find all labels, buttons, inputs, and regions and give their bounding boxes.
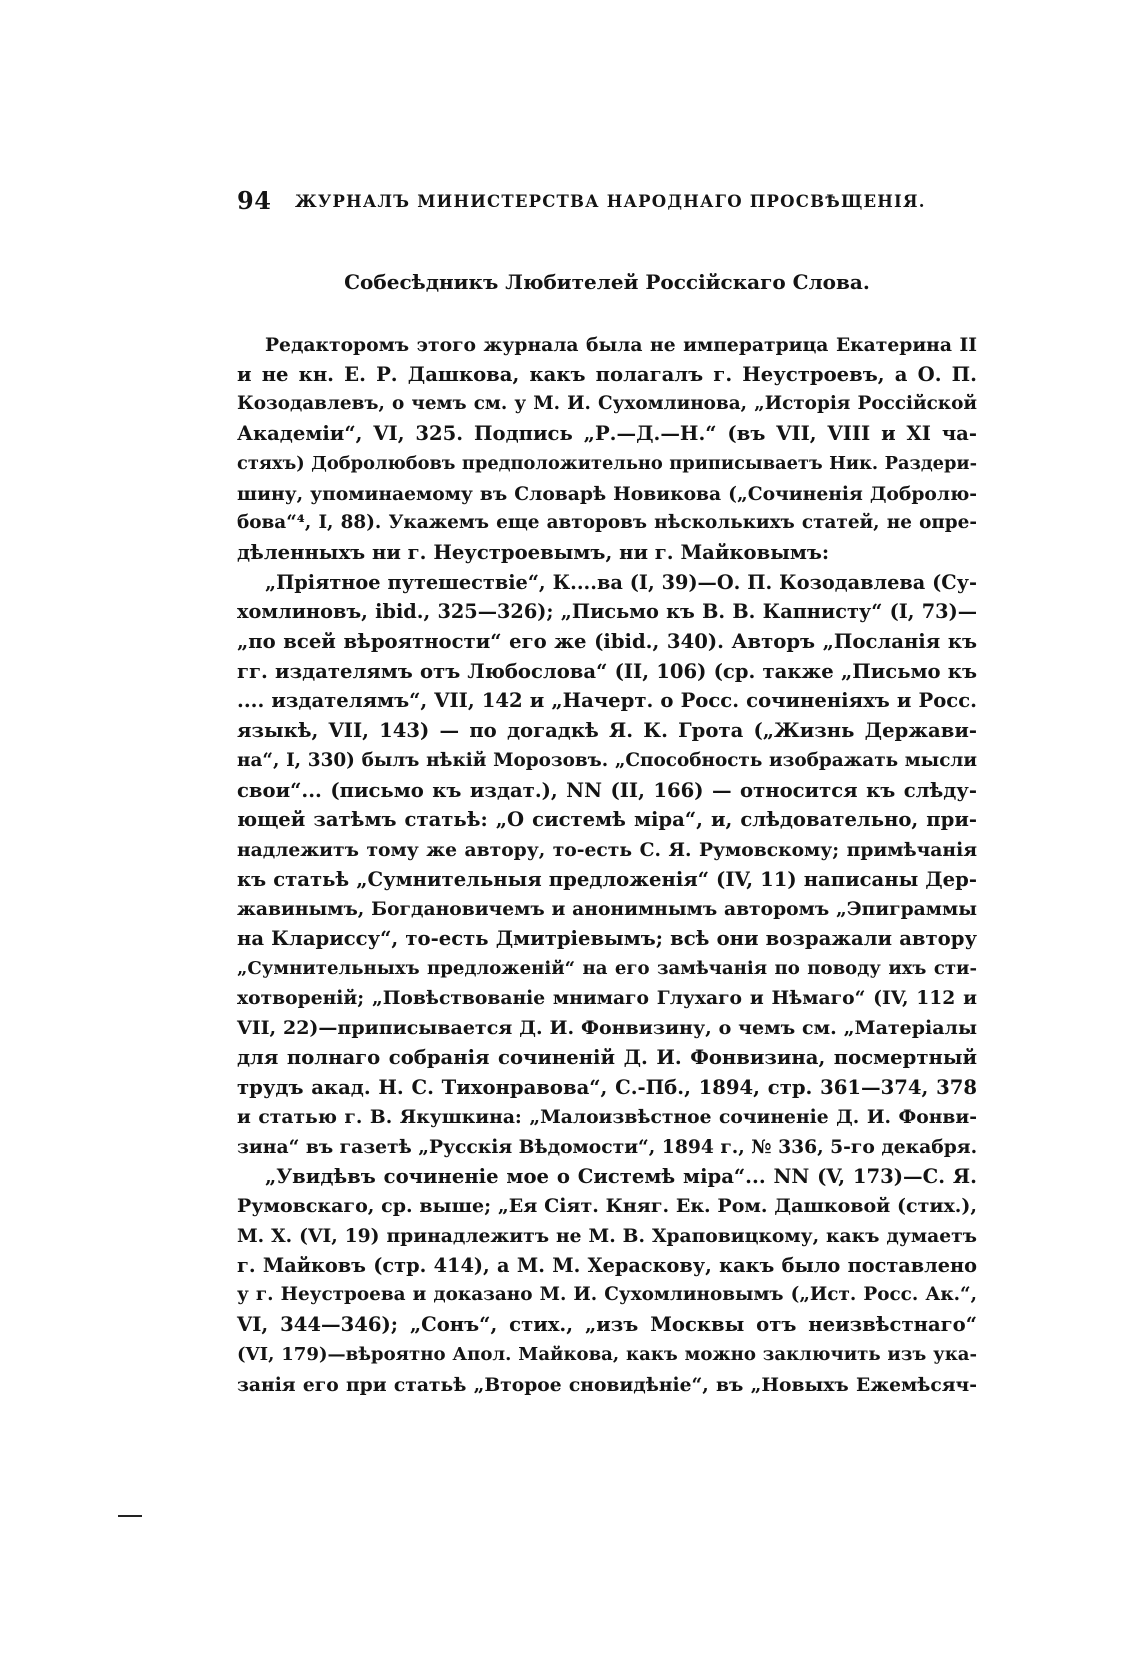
text-line: свои“... (письмо къ издат.), NN (II, 166) — относится къ слѣду- [237,778,977,802]
text-line: хотвореній; „Повѣствованіе мнимаго Глухаго и Нѣмаго“ (IV, 112 и [237,987,977,1010]
text-line: Румовскаго, ср. выше; „Ея Сіят. Княг. Ек. Ром. Дашковой (стих.), [237,1195,977,1218]
text-line: и не кн. Е. Р. Дашкова, какъ полагалъ г. Неустроевъ, а О. П. [237,362,977,386]
text-line: къ статьѣ „Сумнительныя предложенія“ (IV, 11) написаны Дер- [237,867,977,891]
text-line: (VI, 179)—вѣроятно Апол. Майкова, какъ можно заключить изъ ука- [237,1343,977,1365]
text-line: Редакторомъ этого журнала была не императрица Екатерина II [265,334,977,356]
text-line: Академіи“, VI, 325. Подпись „Р.—Д.—Н.“ (въ VII, VIII и XI ча- [237,422,977,446]
text-line: зина“ въ газетѣ „Русскія Вѣдомости“, 1894 г., № 336, 5-го декабря. [237,1135,978,1158]
text-line: VII, 22)—приписывается Д. И. Фонвизину, о чемъ см. „Матеріалы [237,1017,977,1040]
text-line: у г. Неустроева и доказано М. И. Сухомлиновымъ („Ист. Росс. Ак.“, [237,1284,977,1306]
text-line: „Увидѣвъ сочиненіе мое о Системѣ міра“... NN (V, 173)—С. Я. [265,1164,977,1188]
text-line: гг. издателямъ отъ Любослова“ (II, 106) (ср. также „Письмо къ [237,659,977,683]
journal-title: ЖУРНАЛЪ МИНИСТЕРСТВА НАРОДНАГО ПРОСВѢЩЕНІЯ. [295,192,926,211]
text-line: занія его при статьѣ „Второе сновидѣніе“, въ „Новыхъ Ежемѣсяч- [237,1373,977,1396]
running-head [237,186,926,220]
text-line: на“, I, 330) былъ нѣкій Морозовъ. „Способность изображать мысли [237,749,977,771]
text-line: VI, 344—346); „Сонъ“, стих., „изъ Москвы отъ неизвѣстнаго“ [237,1313,977,1337]
text-line: ющей затѣмъ статьѣ: „О системѣ міра“, и, слѣдовательно, при- [237,808,977,832]
text-line: М. Х. (VI, 19) принадлежитъ не М. В. Храповицкому, какъ думаетъ [237,1225,977,1247]
text-line: и статью г. В. Якушкина: „Малоизвѣстное сочиненіе Д. И. Фонви- [237,1106,977,1129]
text-line: хомлиновъ, ibid., 325—326); „Письмо къ В. В. Капнисту“ (I, 73)— [237,600,977,624]
text-line: бова“⁴, I, 88). Укажемъ еще авторовъ нѣсколькихъ статей, не опре- [237,512,977,534]
text-line: жавинымъ, Богдановичемъ и анонимнымъ авторомъ „Эпиграммы [237,898,977,921]
page-number: 94 [237,186,272,215]
text-line: „по всей вѣроятности“ его же (ibid., 340). Авторъ „Посланія къ [237,630,977,653]
text-line: для полнаго собранія сочиненій Д. И. Фонвизина, посмертный [237,1045,977,1069]
text-line: .... издателямъ“, VII, 142 и „Начерт. о Росс. сочиненіяхъ и Росс. [237,689,977,713]
footer-rule [118,1515,142,1517]
text-line: трудъ акад. Н. С. Тихонравова“, С.-Пб., 1894, стр. 361—374, 378 [237,1075,977,1099]
text-line: стяхъ) Добролюбовъ предположительно приписываетъ Ник. Раздери- [237,452,977,474]
text-line: г. Майковъ (стр. 414), а М. М. Хераскову, какъ было поставлено [237,1253,977,1277]
text-line: на Клариссу“, то-есть Дмитріевымъ; всѣ они возражали автору [237,927,977,950]
section-title: Собесѣдникъ Любителей Россійскаго Слова. [344,270,870,294]
text-line: „Сумнительныхъ предложеній“ на его замѣчанія по поводу ихъ сти- [237,957,977,979]
text-line: языкѣ, VII, 143) — по догадкѣ Я. К. Грота („Жизнь Держави- [237,719,977,743]
text-line: „Пріятное путешествіе“, К....ва (I, 39)—О. П. Козодавлева (Су- [265,570,977,594]
text-line: шину, упоминаемому въ Словарѣ Новикова („Сочиненія Добролю- [237,482,977,505]
text-line: дѣленныхъ ни г. Неустроевымъ, ни г. Майковымъ: [237,540,830,564]
text-line: надлежитъ тому же автору, то-есть С. Я. Румовскому; примѣчанія [237,838,977,861]
text-line: Козодавлевъ, о чемъ см. у М. И. Сухомлинова, „Исторія Россійской [237,393,977,415]
